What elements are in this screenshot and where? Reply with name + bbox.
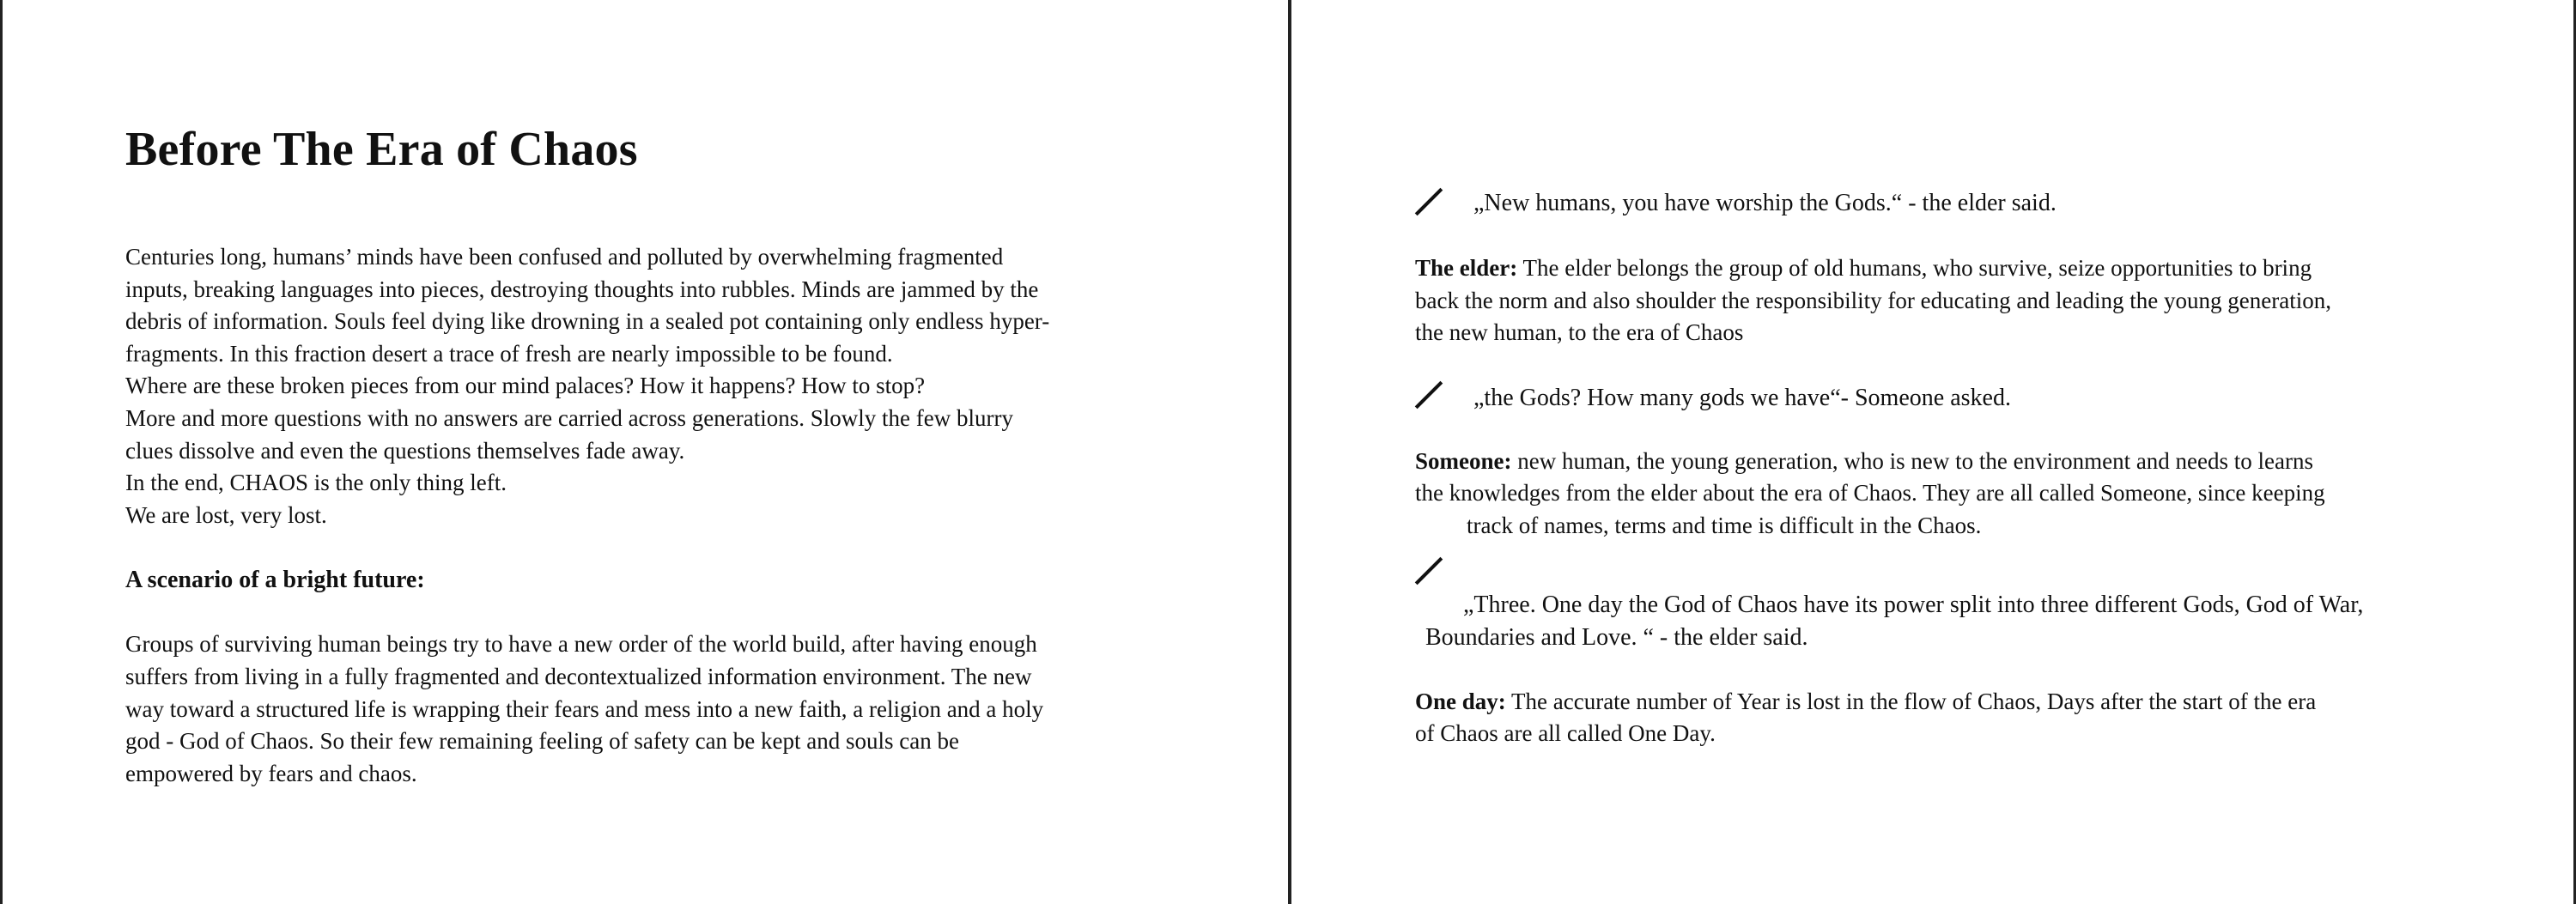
definition-text: The accurate number of Year is lost in the flow of Chaos, Days after the start of the era — [1505, 688, 2317, 714]
scenario-line: empowered by fears and chaos. — [125, 760, 417, 786]
definition-text: back the norm and also shoulder the responsibility for educating and leading the young generation, — [1415, 287, 2331, 313]
intro-line: Centuries long, humans’ minds have been confused and polluted by overwhelming fragmented — [125, 244, 1004, 270]
intro-line: fragments. In this fraction desert a trace of fresh are nearly impossible to be found. — [125, 340, 893, 367]
definition-text: the knowledges from the elder about the era of Chaos. They are all called Someone, since keeping — [1415, 480, 2325, 507]
definition-text: new human, the young generation, who is new to the environment and needs to learns — [1511, 447, 2314, 474]
dialogue-quote — [1415, 382, 2471, 415]
intro-line: More and more questions with no answers are carried across generations. Slowly the few blurry — [125, 404, 1013, 431]
definition-elder — [1415, 252, 2471, 349]
page-title: Before The Era of Chaos — [125, 123, 638, 176]
intro-paragraph — [125, 241, 1190, 531]
scenario-paragraph — [125, 628, 1190, 790]
definition-someone — [1415, 446, 2471, 543]
definition-text: The elder belongs the group of old humans, who survive, seize opportunities to bring — [1517, 255, 2312, 281]
definition-text: track of names, terms and time is difficult in the Chaos. — [1467, 512, 1982, 538]
scenario-line: Groups of surviving human beings try to have a new order of the world build, after having enough — [125, 631, 1037, 658]
left-page — [125, 118, 1190, 790]
definition-text: of Chaos are all called One Day. — [1415, 720, 1716, 747]
dialogue-quote — [1415, 187, 2471, 220]
intro-line: In the end, CHAOS is the only thing left. — [125, 470, 507, 496]
intro-line: We are lost, very lost. — [125, 501, 327, 528]
definition-term: One day: — [1415, 688, 1506, 714]
intro-line: clues dissolve and even the questions themselves fade away. — [125, 437, 685, 464]
definition-text: the new human, to the era of Chaos — [1415, 319, 1744, 346]
scenario-line: god - God of Chaos. So their few remaining feeling of safety can be kept and souls can be — [125, 728, 959, 755]
slash-mark-icon — [1415, 188, 1443, 216]
scenario-line: suffers from living in a fully fragmented and decontextualized information environment. The new — [125, 663, 1032, 689]
scenario-line: way toward a structured life is wrapping their fears and mess into a new faith, a religion and a holy — [125, 695, 1044, 722]
slash-mark-icon — [1415, 556, 1443, 585]
definition-one-day — [1415, 686, 2471, 750]
section-heading: A scenario of a bright future: — [125, 567, 425, 594]
quote-text: „New humans, you have worship the Gods.“ - the elder said. — [1473, 190, 2057, 216]
intro-line: Where are these broken pieces from our mind palaces? How it happens? How to stop? — [125, 373, 926, 399]
intro-line: debris of information. Souls feel dying like drowning in a sealed pot containing only endless hyper- — [125, 308, 1050, 335]
dialogue-quote — [1415, 560, 2471, 654]
definition-term: The elder: — [1415, 255, 1518, 281]
quote-text: Boundaries and Love. “ - the elder said. — [1425, 623, 1808, 651]
definition-term: Someone: — [1415, 447, 1512, 474]
intro-line: inputs, breaking languages into pieces, destroying thoughts into rubbles. Minds are jammed by the — [125, 276, 1039, 302]
right-page — [1415, 187, 2471, 750]
quote-text: „Three. One day the God of Chaos have its power split into three different Gods, God of War, — [1463, 591, 2364, 618]
page-divider — [1288, 0, 1291, 904]
slash-mark-icon — [1415, 381, 1443, 410]
quote-text: „the Gods? How many gods we have“- Someone asked. — [1473, 384, 2011, 411]
